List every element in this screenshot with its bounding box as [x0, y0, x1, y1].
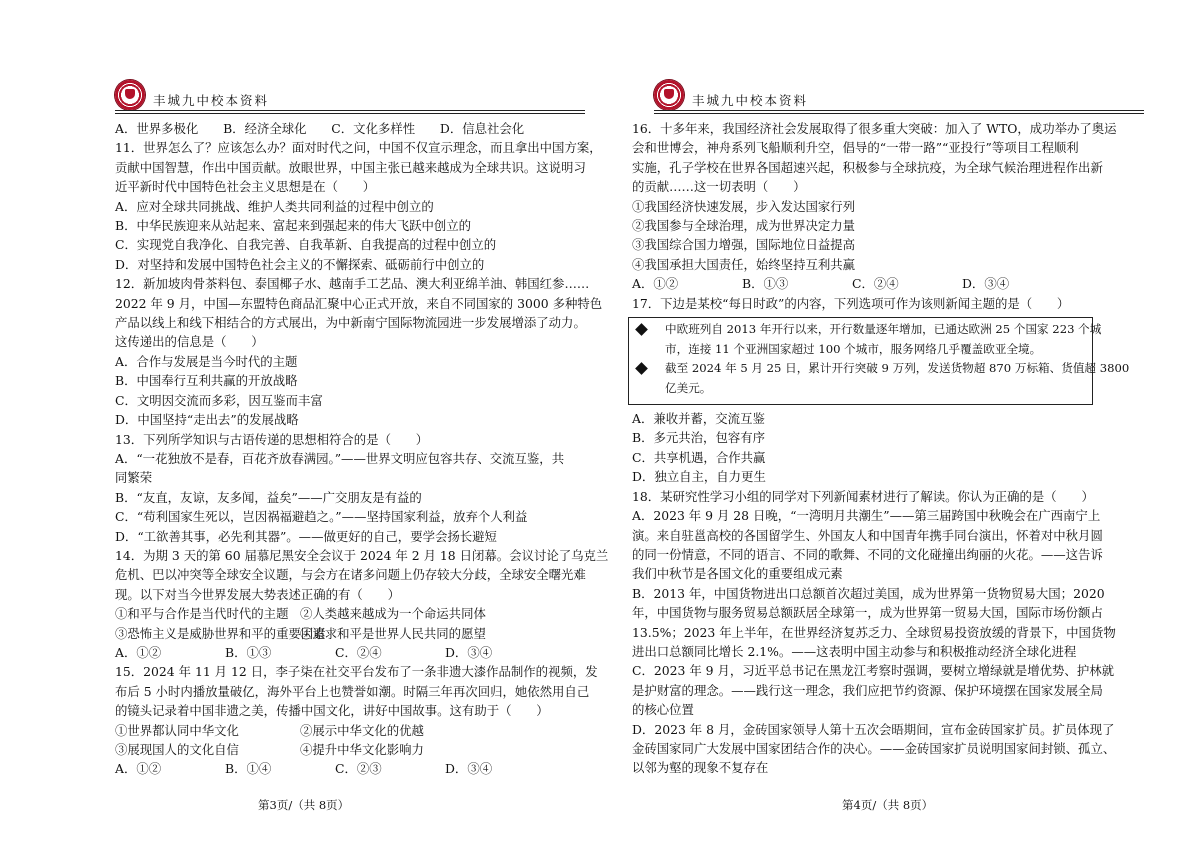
option: C．②④	[852, 276, 899, 292]
header-rule-thin	[115, 113, 585, 114]
news-text: 截至 2024 年 5 月 25 日，累计开行突破 9 万列，发送货物超 870 万标箱、货值超 3800	[665, 361, 1130, 376]
option: B．①③	[742, 276, 789, 292]
option: D．独立自主，自力更生	[632, 469, 766, 485]
option: C．实现党自我净化、自我完善、自我革新、自我提高的过程中创立的	[115, 237, 497, 253]
text-line: 演。来自驻邕高校的各国留学生、外国友人和中国青年携手同台演出，怀着对中秋月圆	[632, 527, 1103, 543]
statement: ②人类越来越成为一个命运共同体	[300, 606, 486, 622]
option: A．应对全球共同挑战、维护人类共同利益的过程中创立的	[115, 198, 434, 214]
statement: ②我国参与全球治理，成为世界决定力量	[632, 218, 856, 234]
text-line: 的镜头记录着中国非遗之美，传播中国文化，讲好中国故事。这有助于（ ）	[115, 703, 549, 719]
text-line: 这传递出的信息是（ ）	[115, 334, 264, 350]
page-header	[115, 80, 585, 114]
text-line: 危机、巴以冲突等全球安全议题，与会方在诸多问题上仍存较大分歧，全球安全曙光难	[115, 567, 586, 583]
news-text: 亿美元。	[665, 380, 712, 395]
question-16: 16．十多年来，我国经济社会发展取得了很多重大突破：加入了 WTO，成功举办了奥运	[632, 121, 1117, 136]
diamond-bullet-icon	[635, 323, 648, 336]
text-line: 我们中秋节是各国文化的重要组成元素	[632, 566, 843, 582]
statement: ①我国经济快速发展，步入发达国家行列	[632, 198, 856, 214]
option: D．③④	[962, 276, 1010, 292]
text-line: 2022 年 9 月，中国—东盟特色商品汇聚中心正式开放，来自不同国家的 3000 多种特色	[115, 295, 603, 311]
school-name: 丰城九中校本资料	[692, 93, 809, 108]
option: A．2023 年 9 月 28 日晚，“一湾明月共潮生”——第三届跨国中秋晚会在广西南宁上	[632, 508, 1101, 524]
text-line: 以邻为壑的现象不复存在	[632, 760, 769, 776]
statement: ④追求和平是世界人民共同的愿望	[300, 625, 486, 641]
diamond-bullet-icon	[635, 362, 648, 375]
text-line: 的同一份情意，不同的语言、不同的歌舞、不同的文化碰撞出绚丽的火花。——这告诉	[632, 546, 1103, 562]
option: D．“工欲善其事，必先利其器”。——做更好的自己，要学会扬长避短	[115, 528, 497, 544]
school-name: 丰城九中校本资料	[153, 93, 270, 108]
statement: ③展现国人的文化自信	[115, 742, 239, 757]
statement-row	[115, 740, 570, 759]
statement: ①世界都认同中华文化	[115, 722, 239, 738]
news-box	[628, 317, 1130, 405]
option: B．①④	[225, 761, 272, 777]
page-number: 第3页/（共 8页）	[258, 798, 350, 812]
text-line: 近平新时代中国特色社会主义思想是在（ ）	[115, 179, 376, 195]
right-page	[600, 0, 1200, 849]
option: D．③④	[445, 761, 493, 777]
statement: ③恐怖主义是威胁世界和平的重要因素	[115, 625, 326, 641]
option: D．2023 年 8 月，金砖国家领导人第十五次会晤期间，宣布金砖国家扩员。扩员体现了	[632, 721, 1115, 737]
option: A．①②	[632, 276, 679, 292]
option: C．②④	[335, 644, 382, 660]
option: D．中国坚持“走出去”的发展战略	[115, 412, 299, 428]
statement: ④提升中华文化影响力	[300, 742, 424, 757]
question-11: 11．世界怎么了？应该怎么办？面对时代之问，中国不仅宣示理念，而且拿出中国方案，	[115, 140, 602, 156]
answer-options	[632, 274, 1082, 293]
text-line: 的贡献……这一切表明（ ）	[632, 179, 806, 195]
page-number: 第4页/（共 8页）	[842, 798, 934, 812]
statement: ②展示中华文化的优越	[300, 722, 424, 738]
option: C．“苟利国家生死以，岂因祸福避趋之。”——坚持国家利益，放弃个人利益	[115, 509, 528, 525]
text-line: 13.5%；2023 年上半年，在世界经济复苏乏力、全球贸易投资放缓的背景下，中国货物	[632, 624, 1116, 640]
statement: ④我国承担大国责任，始终坚持互利共赢	[632, 256, 856, 272]
header-rule	[115, 110, 585, 111]
news-text: 中欧班列自 2013 年开行以来，开行数量逐年增加，已通达欧洲 25 个国家 223 个城	[665, 322, 1102, 337]
header-rule	[654, 110, 1144, 111]
statement-row	[115, 624, 570, 643]
answer-options	[115, 759, 570, 778]
option: A．“一花独放不是春，百花齐放春满园。”——世界文明应包容共存、交流互鉴，共	[115, 450, 565, 466]
news-item	[637, 320, 1102, 359]
option: C．②③	[335, 761, 382, 777]
left-content	[115, 119, 609, 779]
question-15: 15．2024 年 11 月 12 日，李子柒在社交平台发布了一条非遗大漆作品制作的视频，发	[115, 664, 598, 680]
news-item	[637, 359, 1130, 398]
option: D．对坚持和发展中国特色社会主义的不懈探索、砥砺前行中创立的	[115, 256, 485, 272]
question-12: 12．新加坡肉骨茶料包、泰国椰子水、越南手工艺品、澳大利亚绵羊油、韩国红参……	[115, 276, 590, 292]
option: B．多元共治，包容有序	[632, 430, 766, 446]
question-18: 18．某研究性学习小组的同学对下列新闻素材进行了解读。你认为正确的是（ ）	[632, 488, 1094, 504]
page-header	[654, 80, 1144, 114]
question-13: 13．下列所学知识与古语传递的思想相符合的是（ ）	[115, 431, 429, 447]
text-line: 产品以线上和线下相结合的方式展出，为中新南宁国际物流园进一步发展增添了动力。	[115, 315, 586, 331]
header-rule-thin	[654, 113, 1144, 114]
option: C．共享机遇，合作共赢	[632, 449, 766, 465]
statement-row	[115, 721, 570, 740]
option: A．兼收并蓄，交流互鉴	[632, 411, 765, 427]
answer-options	[115, 643, 570, 662]
text-line: 金砖国家同广大发展中国家团结合作的决心。——金砖国家扩员说明国家间封锁、孤立、	[632, 740, 1116, 756]
text-line: 是护财富的理念。——践行这一理念，我们应把节约资源、保护环境摆在国家发展全局	[632, 682, 1103, 698]
school-logo	[654, 80, 684, 110]
text-line: 贡献中国智慧，作出中国贡献。放眼世界，中国主张已越来越成为全球共识。这说明习	[115, 159, 586, 175]
option: A．①②	[115, 644, 162, 660]
statement-row	[115, 604, 570, 623]
school-logo	[115, 80, 145, 110]
option: C．2023 年 9 月，习近平总书记在黑龙江考察时强调，要树立增绿就是增优势、护林就	[632, 663, 1114, 679]
option: B．2013 年，中国货物进出口总额首次超过美国，成为世界第一货物贸易大国；2020	[632, 585, 1105, 601]
option: D．③④	[445, 644, 493, 660]
text-line: 同繁荣	[115, 470, 153, 486]
question-17: 17．下边是某校“每日时政”的内容，下列选项可作为该则新闻主题的是（ ）	[632, 295, 1070, 311]
text-line: 布后 5 小时内播放量破亿，海外平台上也赞誉如潮。时隔三年再次回归，她依然用自己	[115, 683, 590, 699]
option: B．中国奉行互利共赢的开放战略	[115, 373, 298, 389]
text-line: 现。以下对当今世界发展大势表述正确的有（ ）	[115, 586, 400, 602]
news-text: 市，连接 11 个亚洲国家超过 100 个城市，服务网络几乎覆盖欧亚全境。	[665, 341, 1042, 356]
text-line: 年，中国货物与服务贸易总额跃居全球第一，成为世界第一贸易大国，国际市场份额占	[632, 605, 1103, 621]
option: C．文明因交流而多彩，因互鉴而丰富	[115, 392, 323, 408]
text-line: 进出口总额同比增长 2.1%。——这表明中国主动参与和积极推动经济全球化进程	[632, 643, 1077, 659]
option: B．①③	[225, 644, 272, 660]
right-content	[632, 119, 1130, 778]
statement: ①和平与合作是当代时代的主题	[115, 606, 289, 622]
text-line: 的核心位置	[632, 702, 694, 718]
option: A．合作与发展是当今时代的主题	[115, 353, 298, 369]
statement: ③我国综合国力增强，国际地位日益提高	[632, 237, 856, 253]
option: B．中华民族迎来从站起来、富起来到强起来的伟大飞跃中创立的	[115, 218, 472, 234]
question-14: 14．为期 3 天的第 60 届慕尼黑安全会议于 2024 年 2 月 18 日闭幕。会议讨论了乌克兰	[115, 547, 609, 563]
option: A．①②	[115, 761, 162, 777]
option: B．“友直，友谅，友多闻，益矣”——广交朋友是有益的	[115, 489, 422, 505]
text-line: 实施，孔子学校在世界各国超速兴起，积极参与全球抗疫，为全球气候治理进程作出新	[632, 159, 1103, 175]
text-line: A．世界多极化 B．经济全球化 C．文化多样性 D．信息社会化	[115, 121, 525, 136]
text-line: 会和世博会，神舟系列飞船顺利升空，倡导的“一带一路”“亚投行”等项目工程顺利	[632, 140, 1079, 156]
